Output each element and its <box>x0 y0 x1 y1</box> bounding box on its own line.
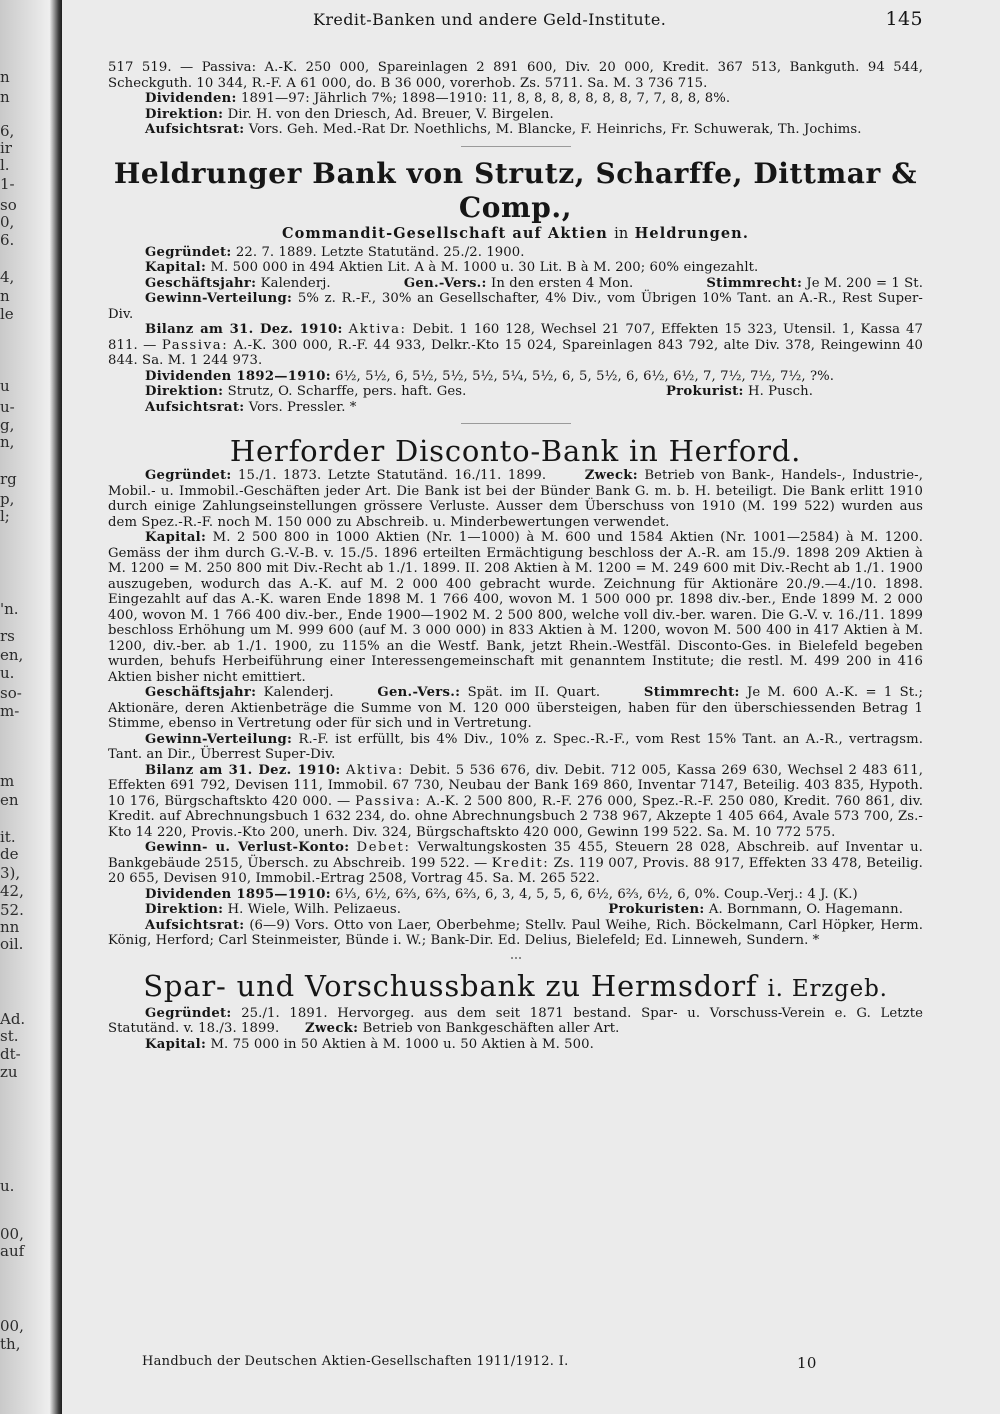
entry-hermsdorf <box>108 969 923 1053</box>
gutter-fragment: oil. <box>0 935 24 953</box>
gutter-fragment: 52. <box>0 901 24 919</box>
hermsdorf-kapital: Kapital: M. 75 000 in 50 Aktien à M. 1000 u. 50 Aktien à M. 500. <box>145 1036 594 1052</box>
gutter-fragment: zu <box>0 1063 18 1081</box>
entry-herforder <box>108 434 923 949</box>
gutter-fragment: rg <box>0 470 17 488</box>
gutter-fragment: en, <box>0 646 24 664</box>
gutter-fragment: so <box>0 196 17 214</box>
section-divider <box>511 957 521 959</box>
gutter-fragment: 4, <box>0 268 15 286</box>
page-number: 145 <box>885 8 923 30</box>
gutter-fragment: 3), <box>0 864 21 882</box>
hermsdorf-title: Spar- und Vorschussbank zu Hermsdorf i. Erzgeb. <box>143 968 888 1003</box>
heldrunger-kapital: Kapital: M. 500 000 in 494 Aktien Lit. A à M. 1000 u. 30 Lit. B à M. 200; 60% eingezahlt. <box>145 260 759 275</box>
hermsdorf-gegruendet: Gegründet: 25./1. 1891. Hervorgeg. aus dem seit 1871 bestand. Spar- u. Vorschuss-Verein e. G. Letzte Statutänd. v. 18./3. 1899. Zweck: Betrieb von Bankgeschäften aller Art. <box>108 1005 924 1036</box>
gutter-fragment: 00, <box>0 1317 24 1335</box>
herforder-bilanz: Bilanz am 31. Dez. 1910: Aktiva: Debit. 5 536 676, div. Debit. 712 005, Kassa 269 630, Wechsel 2 483 611, Effekten 691 792, Devisen 111, Immobil. 67 730, Neubau der Bank 169 860, Inventar 7147, Beteilig. 403 835, Hypoth. 10 176, Bürgschaftskto 420 000. — Passiva: A.-K. 2 500 800, R.-F. 276 000, Spez.-R.-F. 250 080, Kredit. 760 861, div. Kredit. auf Abrechnungsbuch 1 632 234, do. ohne Abrechnungsbuch 2 738 967, Akzepte 1 405 664, Avale 573 700, Zs.-Kto 14 220, Provis.-Kto 200, unerh. Div. 324, Bürgschaftskto 420 000, Gewinn 199 522. Sa. M. 10 772 575. <box>108 762 924 840</box>
gutter-fragment: 1- <box>0 175 15 193</box>
herforder-aufsichtsrat: Aufsichtsrat: (6—9) Vors. Otto von Laer, Oberbehme; Stellv. Paul Weihe, Rich. Böckelmann, Carl Höpker, Herm. König, Herford; Carl Steinmeister, Bünde i. W.; Bank-Dir. Ed. Delius, Bielefeld; Ed. Linneweh, Sundern. * <box>108 917 923 948</box>
facing-page-fragments <box>0 0 28 1414</box>
herforder-gewinn: Gewinn-Verteilung: R.-F. ist erfüllt, bis 4% Div., 10% z. Spec.-R.-F., vom Rest 15% Tant. an A.-R., vertragsm. Tant. an Dir., Überrest Super-Div. <box>108 731 923 762</box>
gutter-fragment: g, <box>0 416 15 434</box>
gutter-fragment: Ad. <box>0 1010 26 1028</box>
heldrunger-title: Heldrunger Bank von Strutz, Scharffe, Dittmar & Comp., <box>113 156 918 224</box>
heldrunger-bilanz: Bilanz am 31. Dez. 1910: Aktiva: Debit. 1 160 128, Wechsel 21 707, Effekten 15 323, Utensil. 1, Kassa 47 811. — Passiva: A.-K. 300 000, R.-F. 44 933, Delkr.-Kto 15 024, Spareinlagen 843 792, alte Div. 378, Reingewinn 40 844. Sa. M. 1 244 973. <box>108 322 923 368</box>
heldrunger-meta-row: Geschäftsjahr: Kalenderj. Gen.-Vers.: In den ersten 4 Mon. Stimmrecht: Je M. 200 = 1 St. <box>145 275 923 291</box>
gutter-fragment: it. <box>0 828 16 846</box>
running-head <box>108 10 923 32</box>
gutter-fragment: n <box>0 88 10 106</box>
heldrunger-subtitle: Commandit-Gesellschaft auf Aktien in Heldrungen. <box>282 224 749 242</box>
herforder-title: Herforder Disconto-Bank in Herford. <box>229 434 802 468</box>
herforder-kapital: Kapital: M. 2 500 800 in 1000 Aktien (Nr. 1—1000) à M. 600 und 1584 Aktien (Nr. 1001—2584) à M. 1200. Gemäss der ihm durch G.-V.-B. v. 15./5. 1896 erteilten Ermächtigung beschloss der A.-R. am 15./9. 1898 209 Aktien à M. 1200 = M. 250 800 mit Div.-Recht ab 1./1. 1899. II. 208 Aktien à M. 1200 = M. 249 600 mit Div.-Recht ab 1./1. 1900 auszugeben, wodurch das A.-K. auf M. 2 000 400 gebracht wurde. Zeichnung für Aktionäre 20./9.—4./10. 1898. Eingezahlt auf das A.-K. waren Ende 1898 M. 1 766 400, wovon M. 1 500 000 pr. 1898 div.-ber., Ende 1899 M. 2 000 400, wovon M. 1 766 400 div.-ber., Ende 1900—1902 M. 2 500 800, welche voll div.-ber. waren. Die G.-V. v. 16./11. 1899 beschloss Erhöhung um M. 999 600 (auf M. 3 000 000) in 833 Aktien à M. 1200, wovon M. 500 400 in 417 Aktien à M. 1200, div.-ber. ab 1./1. 1900, zu 115% an die Westf. Bank, jetzt Rhein.-Westfäl. Disconto-Ges. in Bielefeld begeben wurden, behufs Herbeiführung einer Interessengemeinschaft mit genanntem Institute; die restl. M. 499 200 in 416 Aktien bisher nicht emittiert. <box>108 530 923 685</box>
prev-dividenden: Dividenden: 1891—97: Jährlich 7%; 1898—1910: 11, 8, 8, 8, 8, 8, 8, 8, 7, 7, 8, 8, 8%. <box>145 91 731 106</box>
body-text <box>108 60 923 1052</box>
running-head-title: Kredit-Banken und andere Geld-Institute. <box>313 10 667 29</box>
gutter-fragment: n <box>0 287 10 305</box>
page-footer <box>142 1354 842 1372</box>
heldrunger-gewinn: Gewinn-Verteilung: 5% z. R.-F., 30% an Gesellschafter, 4% Div., vom Übrigen 10% Tant. an A.-R., Rest Super-Div. <box>108 291 923 322</box>
gutter-fragment: 6. <box>0 231 15 249</box>
gutter-fragment: so- <box>0 684 22 702</box>
gutter-fragment: auf <box>0 1242 25 1260</box>
gutter-fragment: en <box>0 791 19 809</box>
gutter-fragment: de <box>0 845 19 863</box>
herforder-guv: Gewinn- u. Verlust-Konto: Debet: Verwaltungskosten 35 455, Steuern 28 028, Abschreib. auf Inventar u. Bankgebäude 2515, Übersch. zu Abschreib. 199 522. — Kredit: Zs. 119 007, Provis. 88 917, Effekten 33 478, Beteilig. 20 655, Devisen 910, Immobil.-Ertrag 2508, Vortrag 45. Sa. M. 265 522. <box>108 840 923 886</box>
gutter-fragment: ir <box>0 139 12 157</box>
gutter-fragment: dt- <box>0 1045 21 1063</box>
gutter-fragment: 'n. <box>0 600 19 618</box>
heldrunger-gegruendet: Gegründet: 22. 7. 1889. Letzte Statutänd. 25./2. 1900. <box>145 244 525 260</box>
gutter-fragment: m- <box>0 702 20 720</box>
gutter-fragment: m <box>0 772 15 790</box>
gutter-fragment: l; <box>0 507 10 525</box>
herforder-dividenden: Dividenden 1895—1910: 6⅓, 6½, 6⅔, 6⅔, 6⅔, 6, 3, 4, 5, 5, 6, 6½, 6⅔, 6½, 6, 0%. Coup.-Verj.: 4 J. (K.) <box>145 886 858 902</box>
gutter-fragment: u <box>0 377 10 395</box>
gutter-fragment: 0, <box>0 213 15 231</box>
heldrunger-dividenden: Dividenden 1892—1910: 6½, 5½, 6, 5½, 5½, 5½, 5¼, 5½, 6, 5, 5½, 6, 6½, 6½, 7, 7½, 7½, 7½, ?%. <box>145 368 835 384</box>
gutter-fragment: u. <box>0 1177 15 1195</box>
gutter-fragment: p, <box>0 490 15 508</box>
gutter-fragment: n <box>0 68 10 86</box>
heldrunger-aufsichtsrat: Aufsichtsrat: Vors. Pressler. * <box>145 399 357 415</box>
prev-passiva: 517 519. — Passiva: A.-K. 250 000, Spareinlagen 2 891 600, Div. 20 000, Kredit. 367 513, Bankguth. 94 544, Scheckguth. 10 344, R.-F. A 61 000, do. B 36 000, vorerhob. Zs. 5711. Sa. M. 3 736 715. <box>108 60 923 91</box>
gutter-fragment: rs <box>0 627 15 645</box>
herforder-direktion-row: Direktion: H. Wiele, Wilh. Pelizaeus. Prokuristen: A. Bornmann, O. Hagemann. <box>145 902 903 917</box>
section-divider <box>461 423 571 424</box>
heldrunger-direktion-row: Direktion: Strutz, O. Scharffe, pers. haft. Ges. Prokurist: H. Pusch. <box>145 384 813 399</box>
prev-aufsichtsrat: Aufsichtsrat: Vors. Geh. Med.-Rat Dr. Noethlichs, M. Blancke, F. Heinrichs, Fr. Schuwerak, Th. Jochims. <box>145 122 862 137</box>
herforder-meta: Geschäftsjahr: Kalenderj. Gen.-Vers.: Spät. im II. Quart. Stimmrecht: Je M. 600 A.-K. = 1 St.; Aktionäre, deren Aktienbeträge die Summe von M. 120 000 übersteigen, haben für den überschiessenden Betrag 1 Stimme, ebenso in Vertretung oder für sich und in Vertretung. <box>108 685 924 731</box>
gutter-fragment: 42, <box>0 882 24 900</box>
entry-heldrunger <box>108 157 923 416</box>
gutter-fragment: st. <box>0 1027 19 1045</box>
prev-direktion: Direktion: Dir. H. von den Driesch, Ad. Breuer, V. Birgelen. <box>145 106 554 122</box>
signature-number: 10 <box>797 1354 817 1372</box>
herforder-gegruendet-zweck: Gegründet: 15./1. 1873. Letzte Statutänd. 16./11. 1899. Zweck: Betrieb von Bank-, Handels-, Industrie-, Mobil.- u. Immobil.-Geschäften jeder Art. Die Bank ist bei der Bünder Bank G. m. b. H. beteiligt. Die Bank erlitt 1910 durch einige Zahlungseinstellungen grössere Verluste. Ausser dem Überschuss von 1910 (M. 199 522) wurden aus dem Spez.-R.-F. noch M. 150 000 zu Abschreib. u. Minderbewertungen verwendet. <box>108 468 923 530</box>
gutter-fragment: 6, <box>0 122 15 140</box>
gutter-fragment: le <box>0 305 14 323</box>
gutter-fragment: n, <box>0 433 15 451</box>
previous-entry <box>108 60 923 138</box>
gutter-fragment: th, <box>0 1335 21 1353</box>
footer-title: Handbuch der Deutschen Aktien-Gesellschaften 1911/1912. I. <box>142 1354 569 1369</box>
gutter-fragment: nn <box>0 918 20 936</box>
page <box>108 0 923 1414</box>
gutter-fragment: u. <box>0 664 15 682</box>
section-divider <box>461 146 571 147</box>
gutter-fragment: l. <box>0 156 10 174</box>
gutter-fragment: u- <box>0 398 15 416</box>
gutter-fragment: 00, <box>0 1225 24 1243</box>
